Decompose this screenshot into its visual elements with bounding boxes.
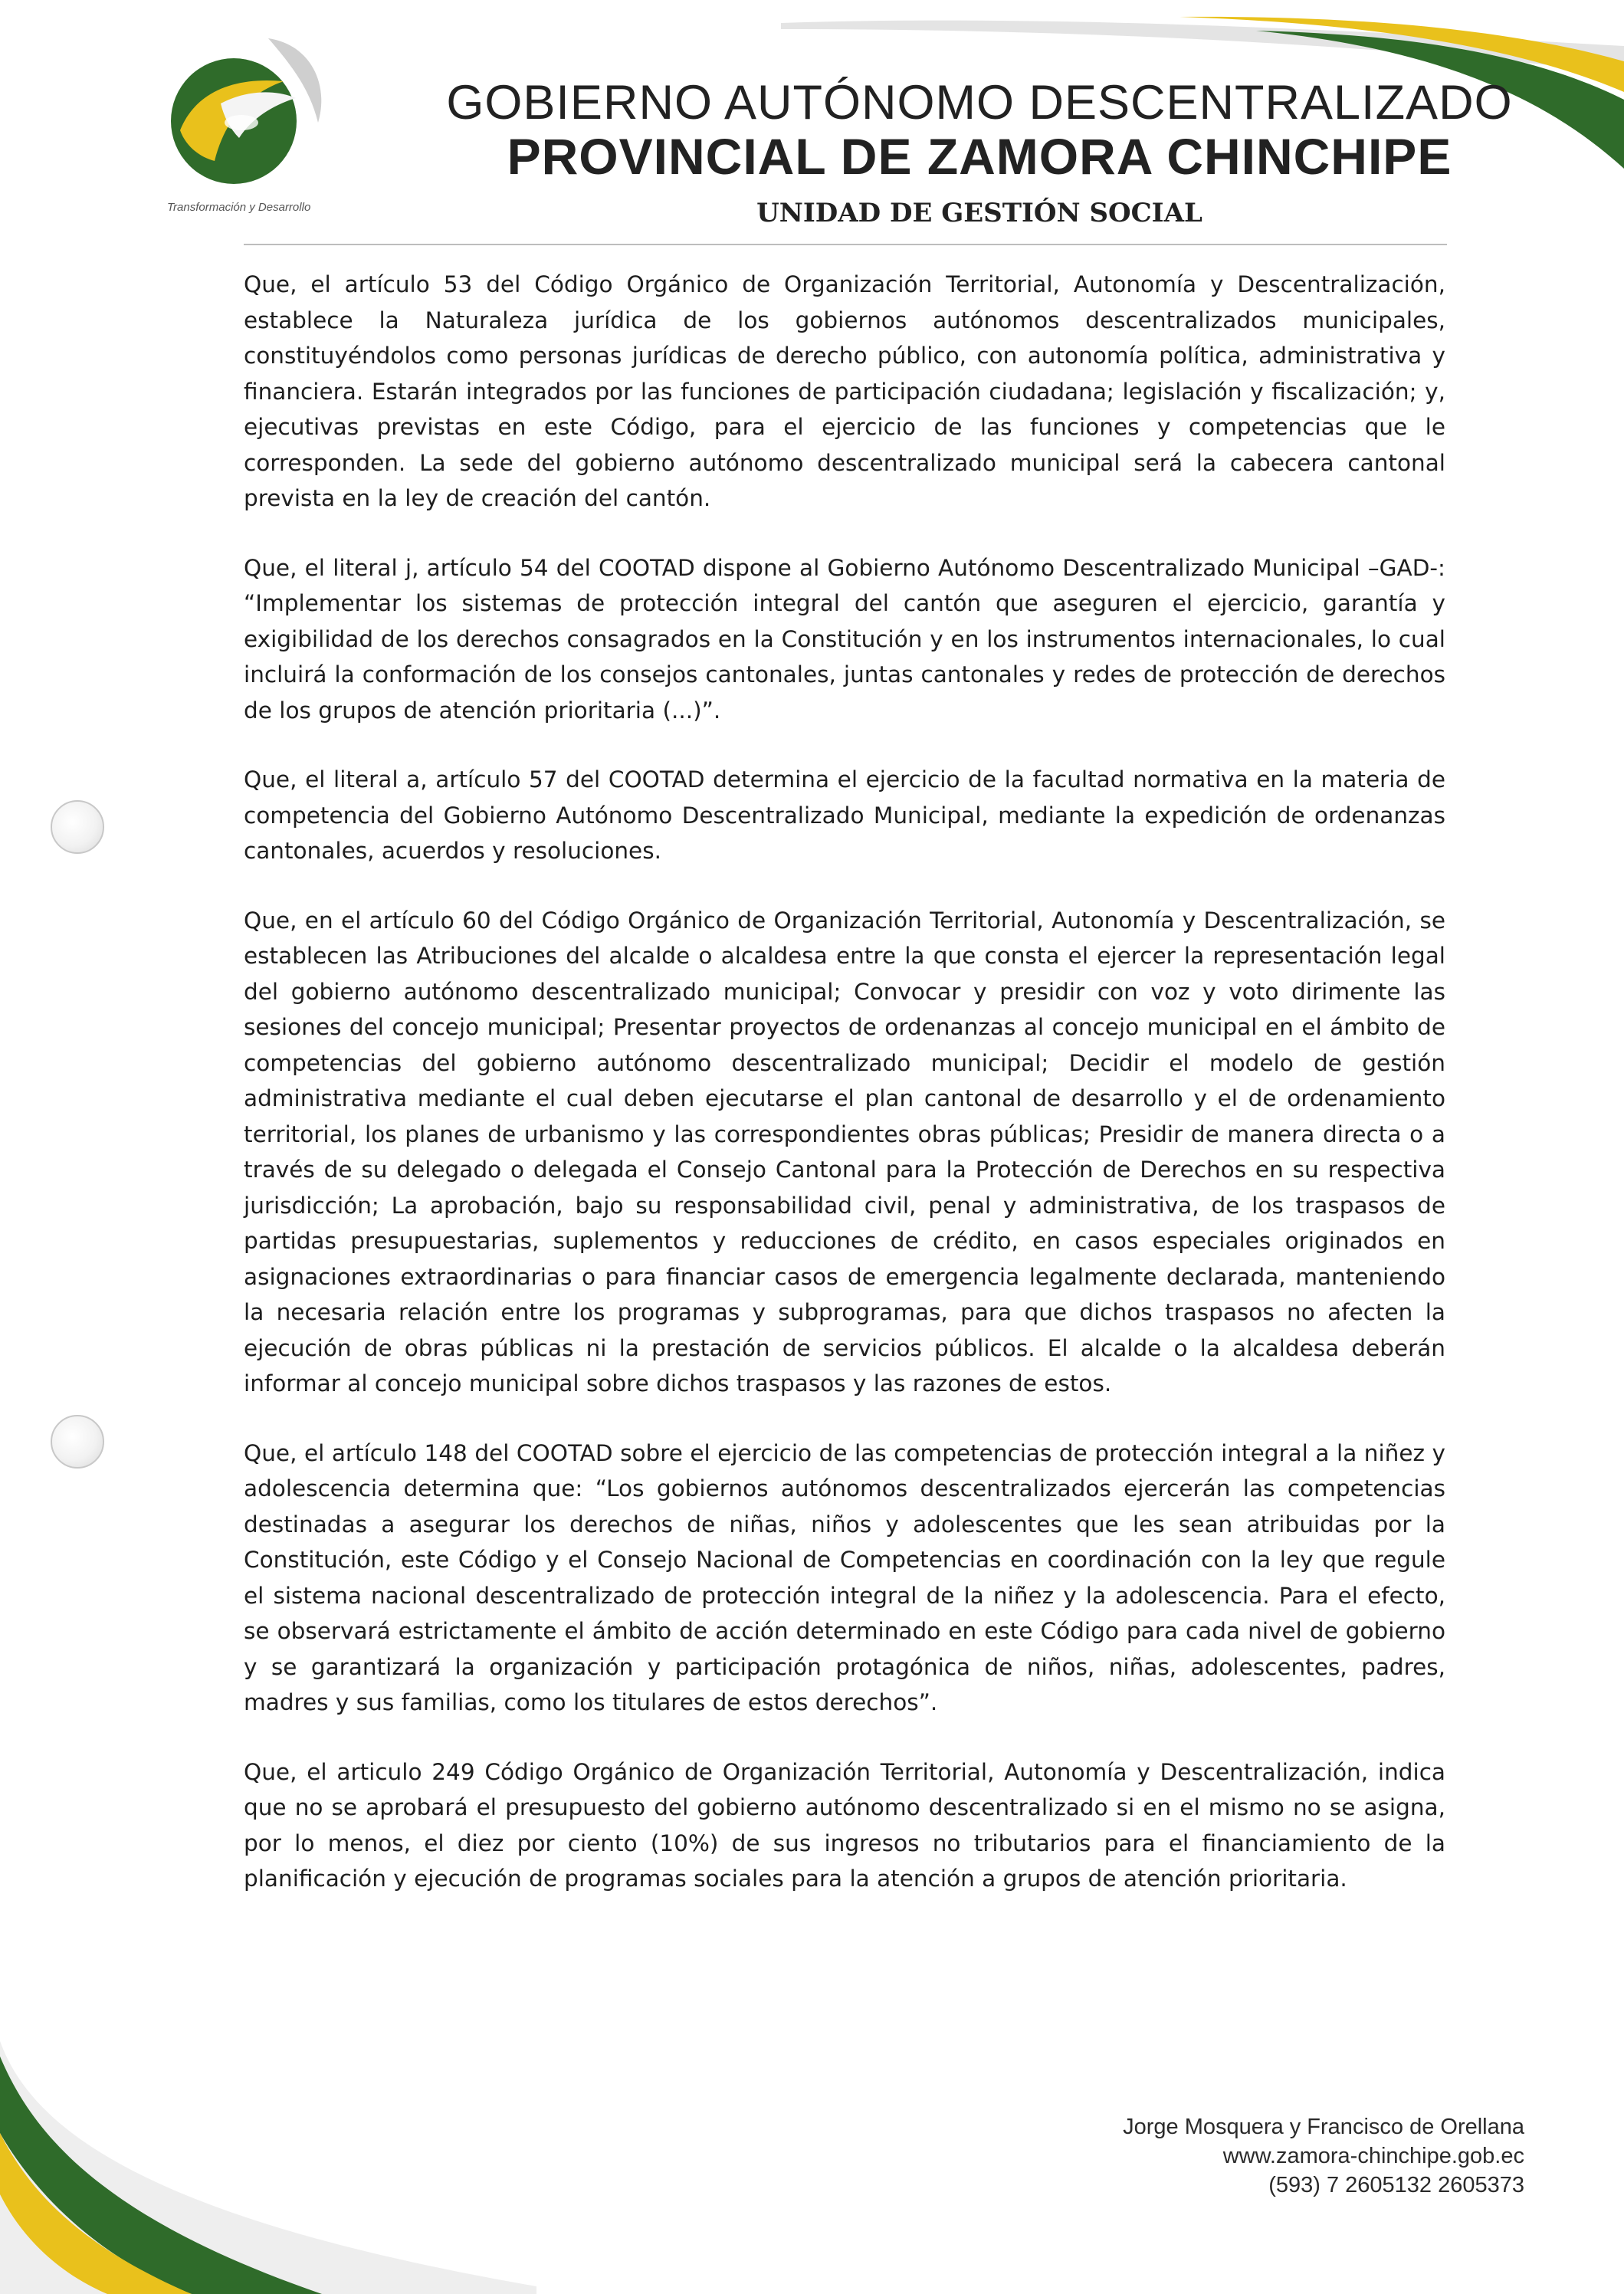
paragraph-article-249: Que, el articulo 249 Código Orgánico de Organización Territorial, Autonomía y Descentralización, indica que no se aprobará el presupuesto del gobierno autónomo descentralizado si en el mismo no se asigna, por lo menos, el diez por ciento (10%) de sus ingresos no tributarios para el financiamiento de la planificación y ejecución de programas sociales para la atención a grupos de atención prioritaria. [244,1758,1445,1892]
logo-emblem [153,31,337,199]
punch-hole [51,800,104,854]
paragraph-article-148: Que, el artículo 148 del COOTAD sobre el ejercicio de las competencias de protección integral a la niñez y adolescencia determina que: “Los gobiernos autónomos descentralizados ejercerán las competencias destinadas a asegurar los derechos de niñas, niños y adolescentes que les sean atribuidas por la Constitución, este Código y el Consejo Nacional de Competencias en coordinación con la ley que regule el sistema nacional descentralizado de protección integral de la niñez y la adolescencia. Para el efecto, se observará estrictamente el ámbito de acción determinado en este Código para cada nivel de gobierno y se garantizará la organización y participación protagónica de niños, niñas, adolescentes, padres, madres y sus familias, como los titulares de estos derechos”. [244,1439,1445,1715]
paragraph-article-54: Que, el literal j, artículo 54 del COOTAD dispone al Gobierno Autónomo Descentralizado Municipal –GAD-: “Implementar los sistemas de protección integral del cantón que aseguren el ejercicio, garantía y exigibilidad de los derechos consagrados en la Constitución y en los instrumentos internacionales, lo cual incluirá la conformación de los consejos cantonales, juntas cantonales y redes de protección de derechos de los grupos de atención prioritaria (...)”. [244,554,1445,724]
paragraph-article-53: Que, el artículo 53 del Código Orgánico de Organización Territorial, Autonomía y Descentralización, establece la Naturaleza jurídica de los gobiernos autónomos descentralizados municipales, constituyéndolos como personas jurídicas de derecho público, con autonomía política, administrativa y financiera. Estarán integrados por las funciones de participación ciudadana; legislación y fiscalización; y, ejecutivas previstas en este Código, para el ejercicio de las funciones y competencias que le corresponden. La sede del gobierno autónomo descentralizado municipal será la cabecera cantonal prevista en la ley de creación del cantón. [244,271,1445,511]
footer-phone: (593) 7 2605132 2605373 [1268,2173,1524,2197]
paragraph-article-60: Que, en el artículo 60 del Código Orgánico de Organización Territorial, Autonomía y Descentralización, se establecen las Atribuciones del alcalde o alcaldesa entre la que consta el ejercer la representación legal del gobierno autónomo descentralizado municipal; Convocar y presidir con voz y voto dirimente las sesiones del concejo municipal; Presentar proyectos de ordenanzas al concejo municipal en el ámbito de competencias del gobierno autónomo descentralizado municipal; Decidir el modelo de gestión administrativa mediante el cual deben ejecutarse el plan cantonal de desarrollo y el de ordenamiento territorial, los planes de urbanismo y las correspondientes obras públicas; Presidir de manera directa o a través de su delegado o delegada el Consejo Cantonal para la Protección de Derechos en su respectiva jurisdicción; La aprobación, bajo su responsabilidad civil, penal y administrativa, de los traspasos de partidas presupuestarias, suplementos y reducciones de crédito, en casos especiales originados en asignaciones extraordinarias o para financiar casos de emergencia legalmente declarada, manteniendo la necesaria relación entre los programas y subprogramas, para que dichos traspasos no afecten la ejecución de obras públicas ni la prestación de servicios públicos. El alcalde o la alcaldesa deberán informar al concejo municipal sobre dichos traspasos y las razones de estos. [244,907,1445,1396]
footer-website[interactable]: www.zamora-chinchipe.gob.ec [1222,2144,1524,2168]
logo-tagline: Transformación y Desarrollo [167,201,311,214]
footer-address: Jorge Mosquera y Francisco de Orellana [1123,2115,1524,2139]
header-title-line1: GOBIERNO AUTÓNOMO DESCENTRALIZADO [446,76,1513,130]
header-unit-name: UNIDAD DE GESTIÓN SOCIAL [756,198,1202,228]
document-body [244,267,1445,1931]
punch-hole [51,1415,104,1469]
paragraph-article-57: Que, el literal a, artículo 57 del COOTAD determina el ejercicio de la facultad normativa en la materia de competencia del Gobierno Autónomo Descentralizado Municipal, mediante la expedición de ordenanzas cantonales, acuerdos y resoluciones. [244,766,1445,864]
footer-swoosh-decoration [0,2041,536,2294]
header-title-line2: PROVINCIAL DE ZAMORA CHINCHIPE [507,128,1452,185]
header-divider [244,244,1447,245]
footer-contact [835,2112,1524,2200]
